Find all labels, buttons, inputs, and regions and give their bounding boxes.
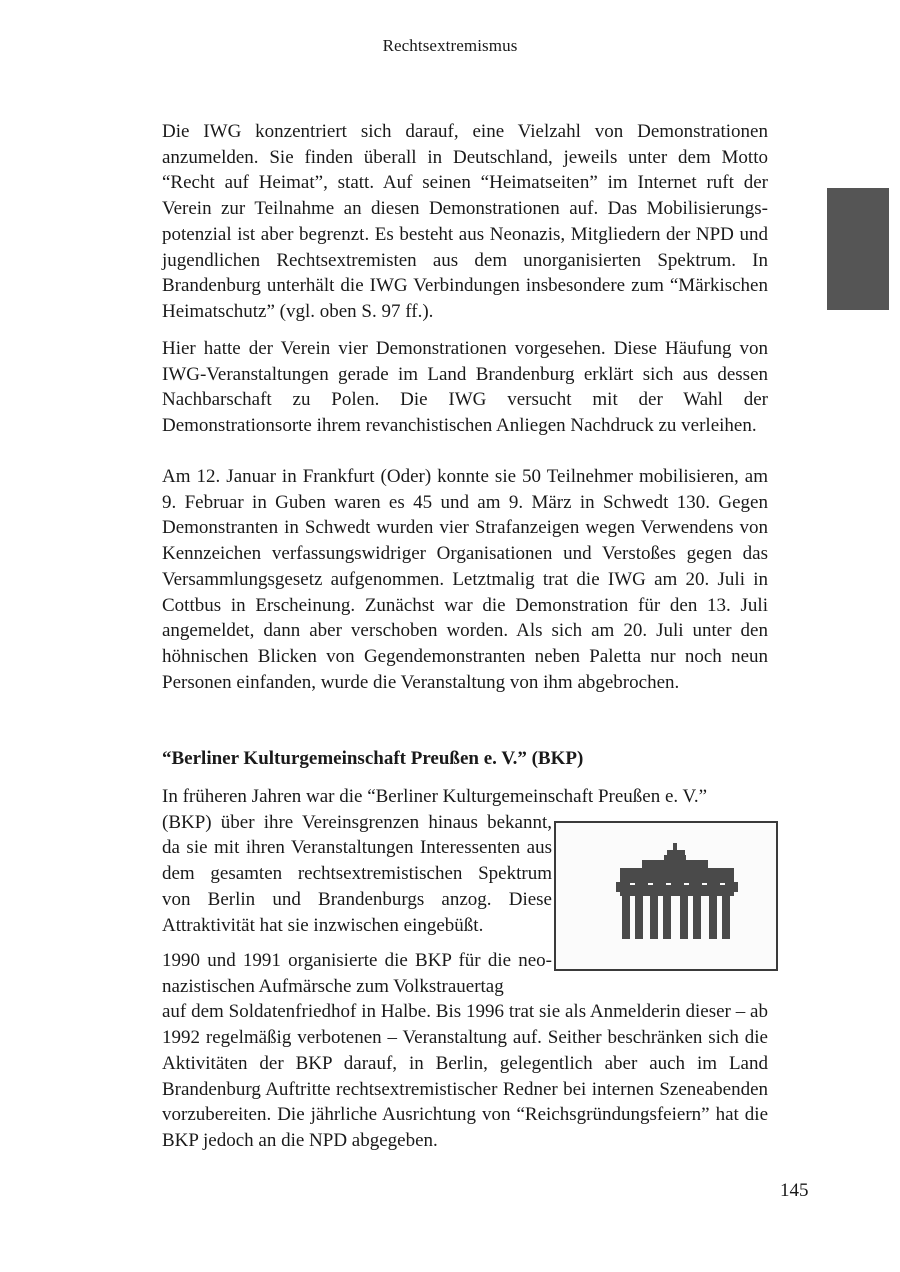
page-number: 145 — [780, 1180, 809, 1201]
paragraph-iwg-brandenburg — [162, 336, 768, 439]
paragraph-text: auf dem Soldatenfriedhof in Halbe. Bis 1996 trat sie als Anmelderin dieser – ab 1992 regelmäßig verbotenen – Veranstaltung auf. Seither beschränken sich die Aktivitäten der BKP darauf, in Berlin, gelegentlich aber auch im Land Brandenburg Auftritte rechtsextremistischer Redner bei internen Szeneabenden vorzubereiten. Die jährliche Ausrichtung von “Reichsgründungsfeiern” hat die BKP jedoch an die NPD abgegeben. — [162, 1001, 768, 1151]
running-header: Rechtsextremismus — [382, 36, 518, 55]
paragraph-wrapped-text: 1990 und 1991 organisierte die BKP für die neonazistischen Aufmärsche zum Volkstrauertag — [162, 950, 552, 997]
paragraph-text: Die IWG konzentriert sich darauf, eine Vielzahl von Demonstrationen anzumelden. Sie finden überall in Deutschland, jeweils unter dem Motto “Recht auf Heimat”, statt. Auf seinen “Heimatseiten” im Internet ruft der Verein zur Teilnahme an diesen Demonstrationen auf. Das Mobilisierungspotenzial ist aber begrenzt. Es besteht aus Neonazis, Mitgliedern der NPD und jugendlichen Rechtsextremisten aus dem unorganisierten Spektrum. In Brandenburg unterhält die IWG Verbindungen insbesondere zum “Märkischen Heimatschutz” (vgl. oben S. 97 ff.). — [162, 121, 768, 322]
paragraph-bkp-halbe — [162, 948, 768, 1154]
paragraph-text: Am 12. Januar in Frankfurt (Oder) konnte sie 50 Teilnehmer mobilisieren, am 9. Februar in Guben waren es 45 und am 9. März in Schwedt 130. Gegen Demonstranten in Schwedt wurden vier Strafanzeigen wegen Verwendens von Kennzeichen verfassungswidriger Organisationen und Verstoßes gegen das Versammlungsgesetz aufgenommen. Letztmalig trat die IWG am 20. Juli in Cottbus in Erscheinung. Zunächst war die Demonstration für den 13. Juli angemeldet, dann aber verschoben worden. Als sich am 20. Juli unter den höhnischen Blicken von Gegendemonstranten neben Paletta nur noch neun Personen einfanden, wurde die Veranstaltung von ihm abgebrochen. — [162, 466, 768, 693]
paragraph-wrapped-text: (BKP) über ihre Vereinsgrenzen hinaus bekannt, da sie mit ihren Veranstaltungen Interessenten aus dem gesamten rechtsextremistischen Spektrum von Berlin und Brandenburgs anzog. Diese Attraktivität hat sie inzwischen eingebüßt. — [162, 811, 552, 936]
section-heading-bkp: “Berliner Kulturgemeinschaft Preußen e. V.” (BKP) — [162, 748, 584, 769]
paragraph-iwg-events — [162, 464, 768, 695]
paragraph-iwg-demonstrations — [162, 119, 768, 325]
paragraph-text: Hier hatte der Verein vier Demonstrationen vorgesehen. Diese Häufung von IWG-Veranstaltungen gerade im Land Brandenburg erklärt sich aus dessen Nachbarschaft zu Polen. Die IWG versucht mit der Wahl der Demonstrationsorte ihrem revanchistischen Anliegen Nachdruck zu verleihen. — [162, 338, 768, 437]
chapter-tab-marker — [827, 188, 889, 310]
paragraph-first-line: In früheren Jahren war die “Berliner Kulturgemeinschaft Preußen e. V.” — [162, 786, 707, 807]
